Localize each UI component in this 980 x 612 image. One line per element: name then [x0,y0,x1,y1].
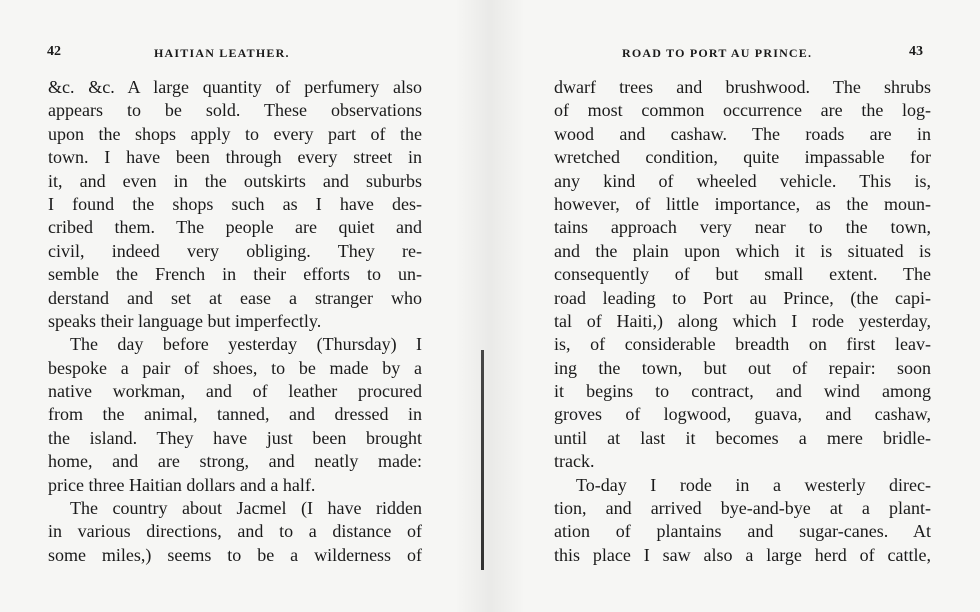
text-line: I found the shops such as I have des- [48,193,422,214]
right-running-head: ROAD TO PORT AU PRINCE. [622,46,813,60]
text-line: it begins to contract, and wind among [554,381,931,402]
text-line: The country about Jacmel (I have ridden [70,498,422,519]
text-line: of most common occurrence are the log- [554,100,931,121]
text-line: upon the shops apply to every part of the [48,123,422,144]
text-line: town. I have been through every street in [48,147,422,168]
text-line: tion, and arrived bye-and-bye at a plant- [554,498,931,519]
text-line: tal of Haiti,) along which I rode yesterday, [554,310,931,331]
left-running-head: HAITIAN LEATHER. [154,46,290,60]
left-page-number: 42 [47,44,61,59]
text-line: &c. &c. A large quantity of perfumery also [48,77,422,97]
text-line: is, of considerable breadth on first leav- [554,334,931,355]
text-line: in various directions, and to a distance of [48,521,422,542]
left-page-text [48,76,422,567]
text-line: dwarf trees and brushwood. The shrubs [554,77,931,97]
text-line: consequently of but small extent. The [554,264,931,285]
text-line: any kind of wheeled vehicle. This is, [554,170,931,191]
text-line: civil, indeed very obliging. They re- [48,240,422,261]
text-line: and the plain upon which it is situated is [554,240,931,261]
right-page-text [554,76,931,567]
text-line: cribed them. The people are quiet and [48,217,422,238]
text-line: native workman, and of leather procured [48,381,422,402]
text-line: it, and even in the outskirts and suburbs [48,170,422,191]
text-line: speaks their language but imperfectly. [48,310,322,331]
text-line: however, of little importance, as the moun- [554,193,931,214]
text-line: ation of plantains and sugar-canes. At [554,521,931,542]
text-line: semble the French in their efforts to un- [48,264,422,285]
text-line: track. [554,451,595,472]
text-line: price three Haitian dollars and a half. [48,474,316,495]
text-line: home, and are strong, and neatly made: [48,451,422,472]
text-line: some miles,) seems to be a wilderness of [48,544,422,565]
text-line: bespoke a pair of shoes, to be made by a [48,357,422,378]
right-page-number: 43 [909,44,923,59]
text-line: from the animal, tanned, and dressed in [48,404,422,425]
text-line: the island. They have just been brought [48,427,422,448]
text-line: tains approach very near to the town, [554,217,931,238]
text-line: To-day I rode in a westerly direc- [576,474,931,495]
text-line: this place I saw also a large herd of cattle, [554,544,931,565]
text-line: road leading to Port au Prince, (the capi- [554,287,931,308]
text-line: groves of logwood, guava, and cashaw, [554,404,931,425]
text-line: derstand and set at ease a stranger who [48,287,422,308]
text-line: wood and cashaw. The roads are in [554,123,931,144]
left-page [0,0,485,612]
right-page [485,0,980,612]
text-line: ing the town, but out of repair: soon [554,357,931,378]
text-line: The day before yesterday (Thursday) I [70,334,422,355]
text-line: wretched condition, quite impassable for [554,147,931,168]
text-line: appears to be sold. These observations [48,100,422,121]
text-line: until at last it becomes a mere bridle- [554,427,931,448]
